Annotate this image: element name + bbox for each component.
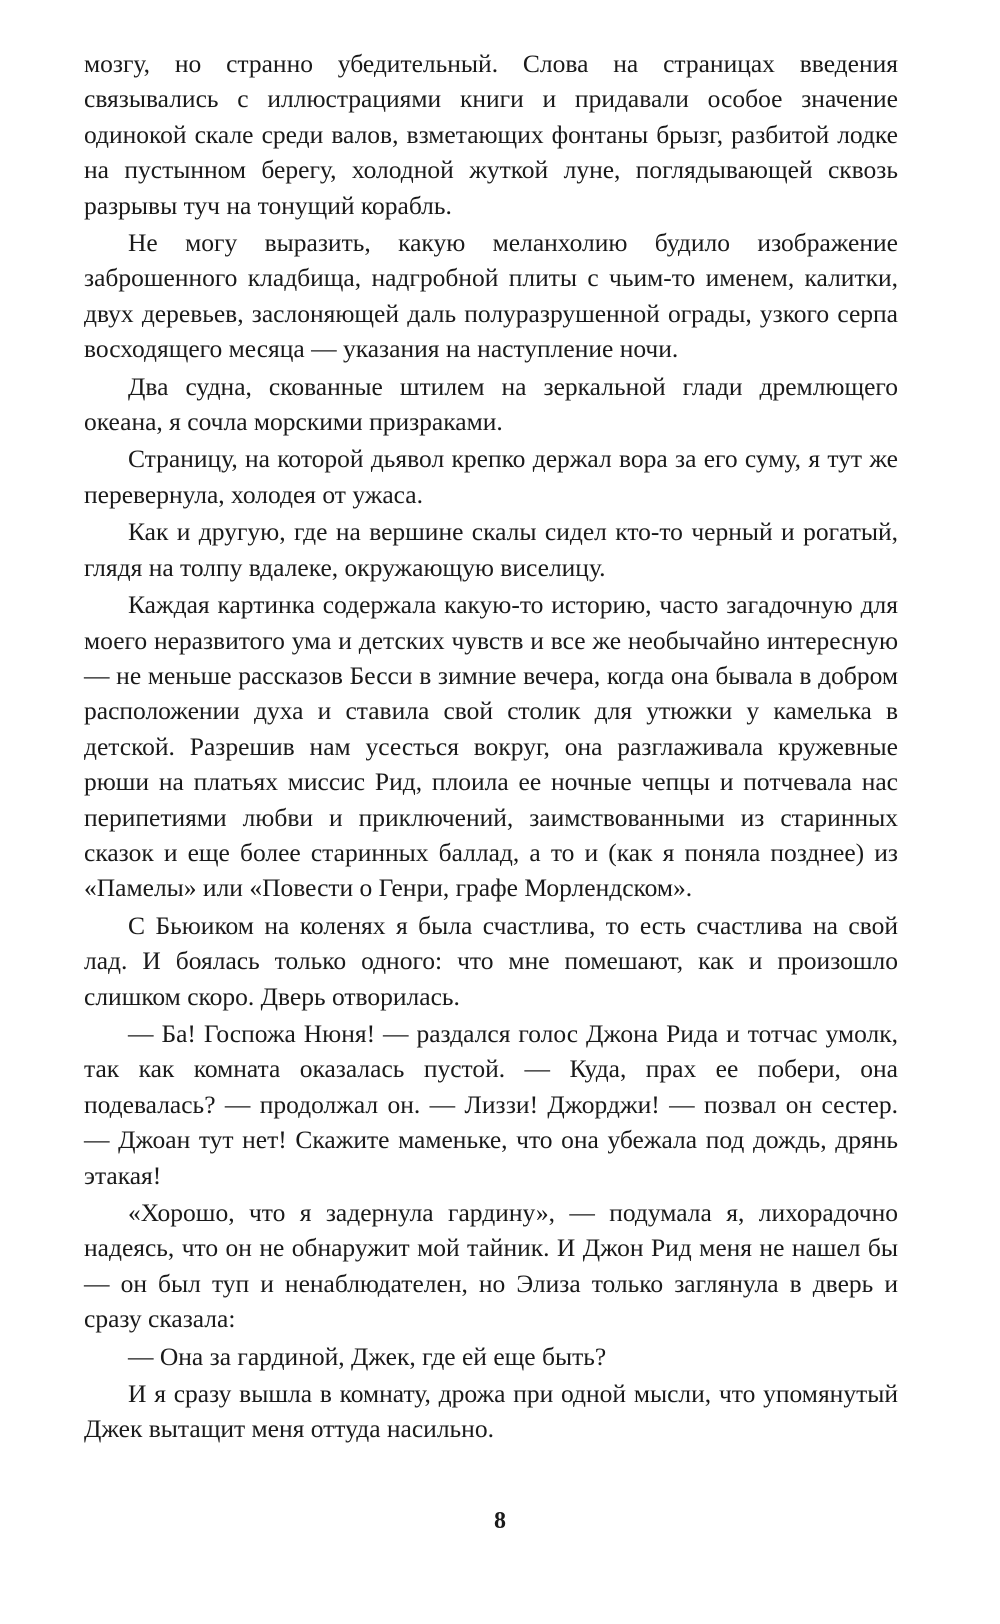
paragraph-11: И я сразу вышла в комнату, дрожа при одной мысли, что упомянутый Джек вытащит меня оттуда насильно. bbox=[84, 1379, 898, 1444]
page-body bbox=[84, 46, 898, 1449]
paragraph-6: Каждая картинка содержала какую-то историю, часто загадочную для моего неразвитого ума и детских чувств и все же необычайно интересную — не меньше рассказов Бесси в зимние вечера, когда она бывала в добром расположении духа и ставила свой столик для утюжки у камелька в детской. Разрешив нам усесться вокруг, она разглаживала кружевные рюши на платьях миссис Рид, плоила ее ночные чепцы и потчевала нас перипетиями любви и приключений, заимствованными из старинных сказок и еще более старинных баллад, а то и (как я поняла позднее) из «Памелы» или «Повести о Генри, графе Морлендском». bbox=[84, 590, 898, 903]
paragraph-4: Страницу, на которой дьявол крепко держал вора за его суму, я тут же перевернула, холодея от ужаса. bbox=[84, 444, 898, 509]
paragraph-2: Не могу выразить, какую меланхолию будило изображение заброшенного кладбища, надгробной плиты с чьим-то именем, калитки, двух деревьев, заслоняющей даль полуразрушенной ограды, узкого серпа восходящего месяца — указания на наступление ночи. bbox=[84, 228, 898, 364]
paragraph-1: мозгу, но странно убедительный. Слова на страницах введения связывались с иллюстрациями книги и придавали особое значение одинокой скале среди валов, взметающих фонтаны брызг, разбитой лодке на пустынном берегу, холодной жуткой луне, поглядывающей сквозь разрывы туч на тонущий корабль. bbox=[84, 49, 898, 220]
paragraph-5: Как и другую, где на вершине скалы сидел кто-то черный и рогатый, глядя на толпу вдалеке, окружающую виселицу. bbox=[84, 517, 898, 582]
paragraph-3: Два судна, скованные штилем на зеркальной глади дремлющего океана, я сочла морскими призраками. bbox=[84, 371, 898, 437]
paragraph-9: «Хорошо, что я задернула гардину», — подумала я, лихорадочно надеясь, что он не обнаружит мой тайник. И Джон Рид меня не нашел бы — он был туп и ненаблюдателен, но Элиза только заглянула в дверь и сразу сказала: bbox=[84, 1198, 898, 1334]
paragraph-7: С Бьюиком на коленях я была счастлива, то есть счастлива на свой лад. И боялась только одного: что мне помешают, как и произошло слишком скоро. Дверь отворилась. bbox=[84, 910, 898, 1011]
page-number: 8 bbox=[494, 1508, 506, 1534]
paragraph-8: — Ба! Госпожа Нюня! — раздался голос Джона Рида и тотчас умолк, так как комната оказалась пустой. — Куда, прах ее побери, она подевалась? — продолжал он. — Лиззи! Джорджи! — позвал он сестер. — Джоан тут нет! Скажите маменьке, что она убежала под дождь, дрянь этакая! bbox=[84, 1018, 898, 1190]
paragraph-10: — Она за гардиной, Джек, где ей еще быть? bbox=[128, 1341, 607, 1371]
